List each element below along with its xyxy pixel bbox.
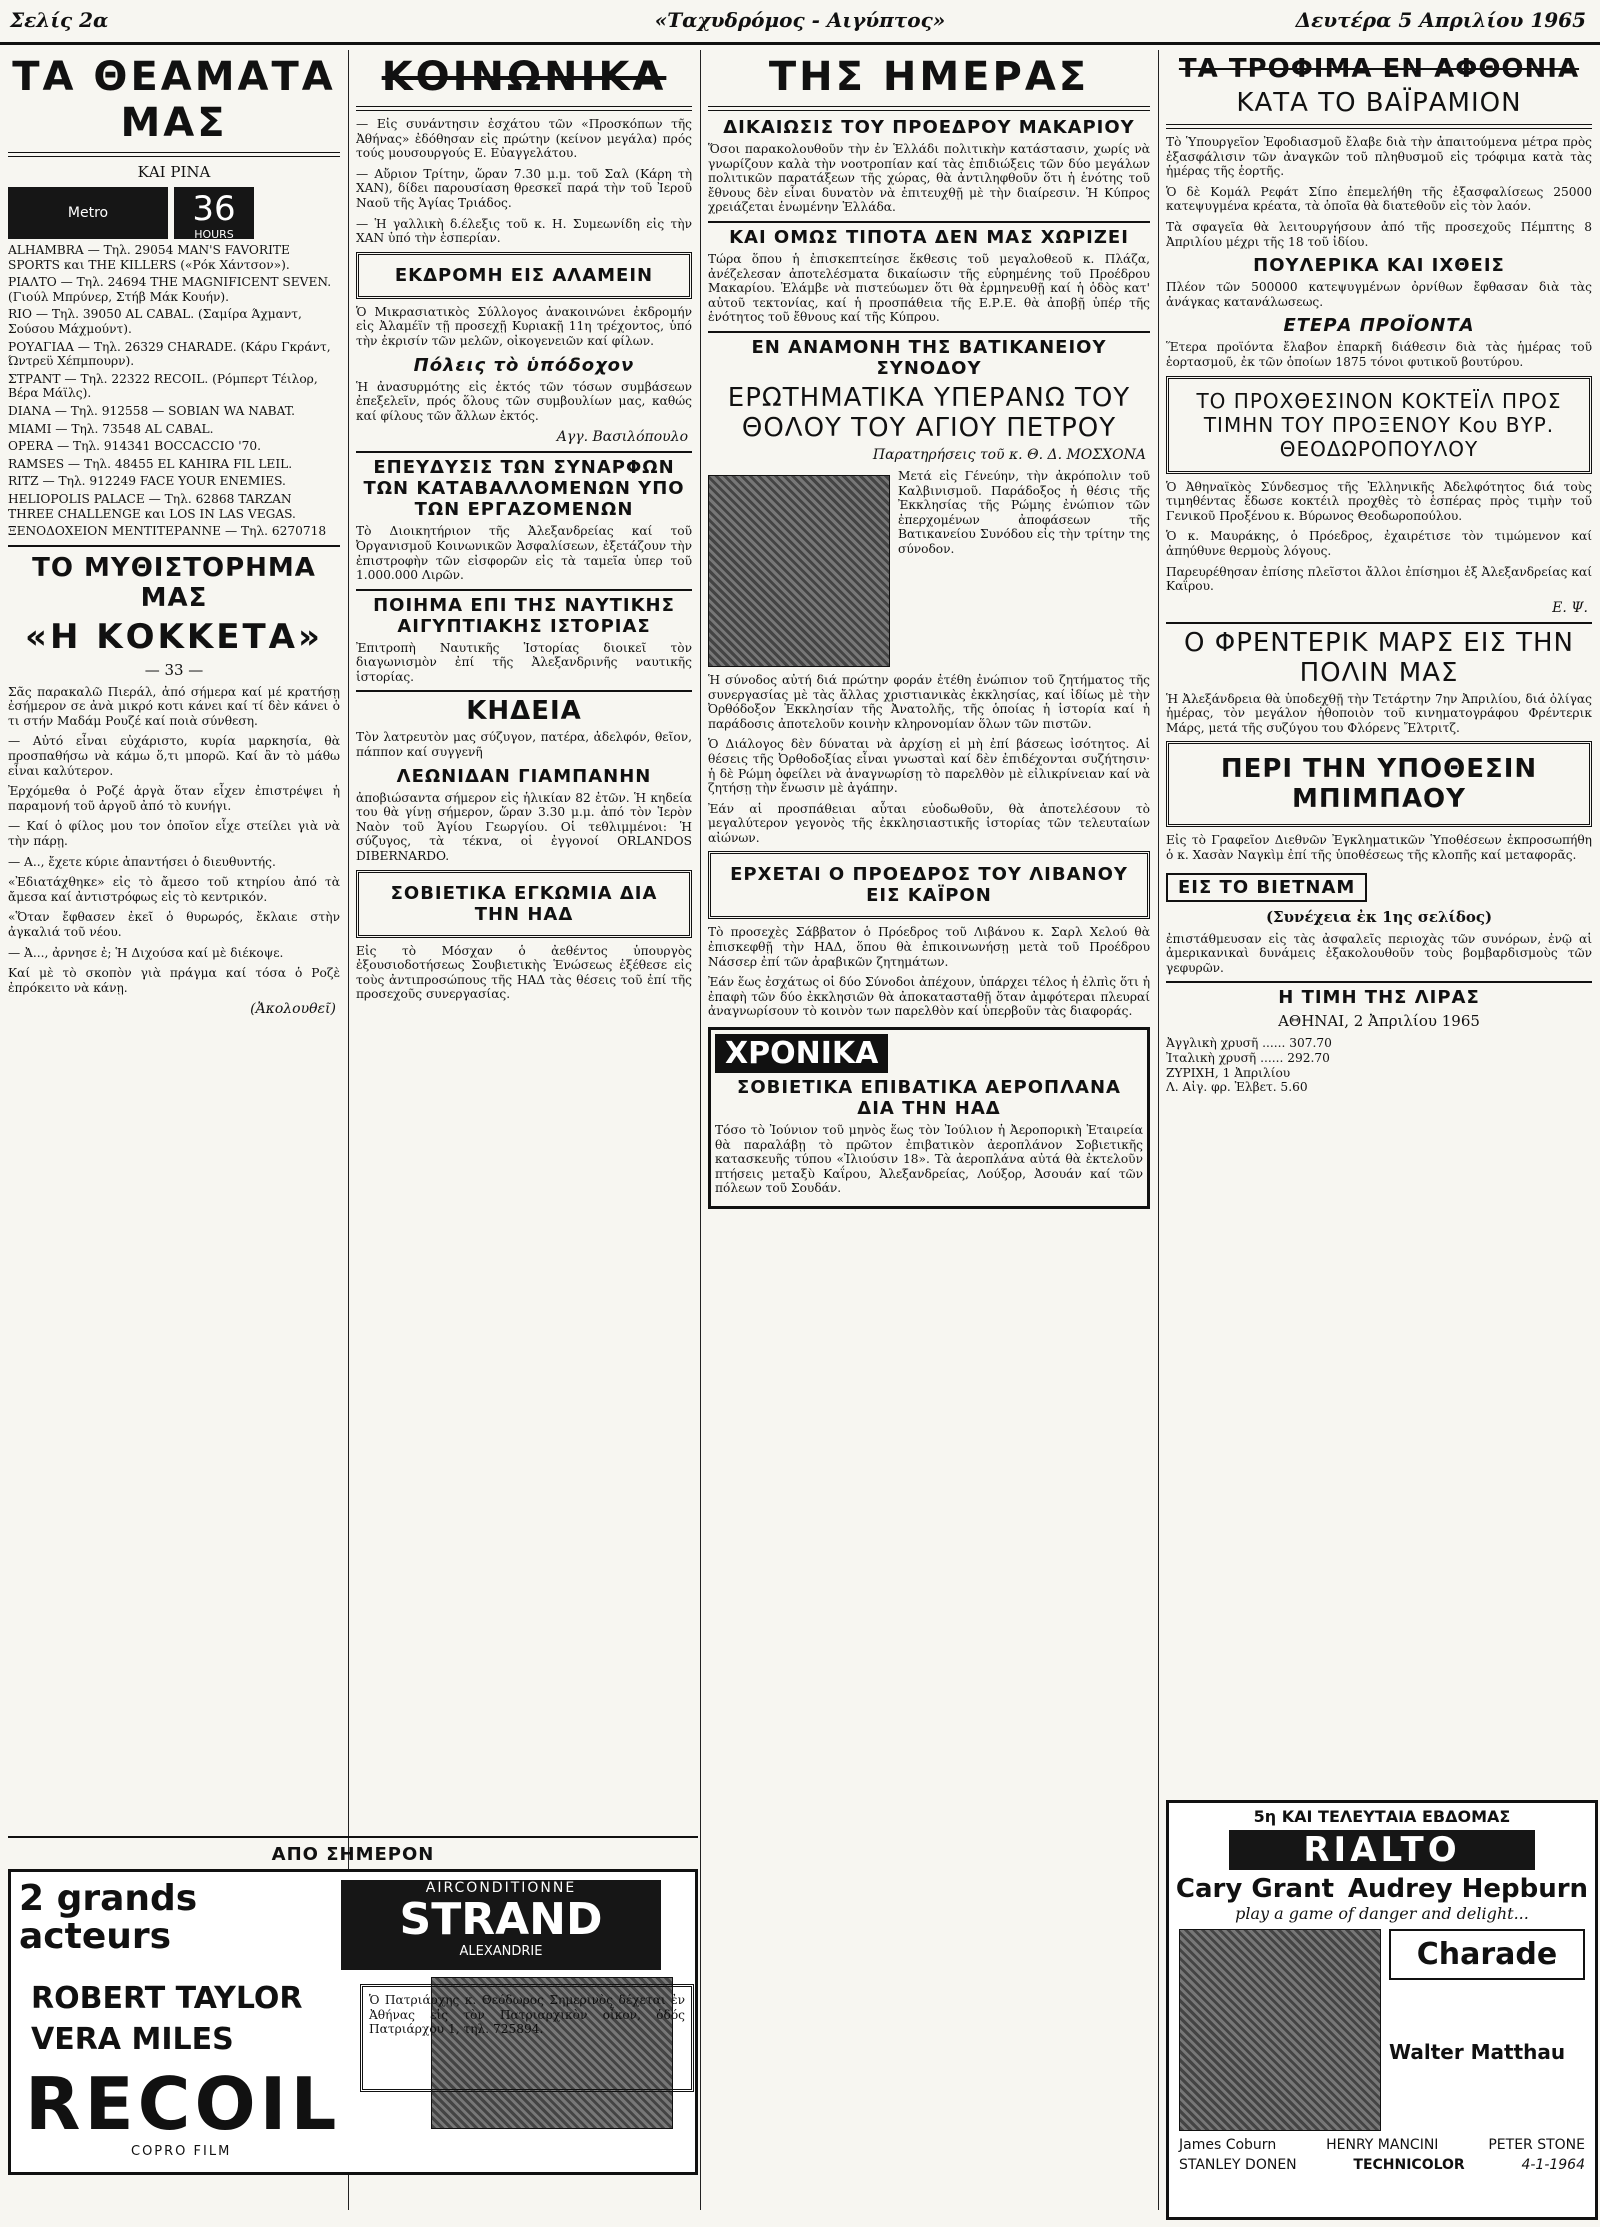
lebanon-box (708, 851, 1150, 919)
metro-ad (8, 187, 340, 239)
ad-hours: HOURS (194, 228, 234, 241)
article-body: Ὁ Διάλογος δὲν δύναται νὰ ἀρχίσῃ εἰ μὴ ἐπί βάσεως ἰσότητος. Αἱ θέσεις τῆς Ὀρθοδοξίας εἶναι γνωσταὶ καί δὲν ἐπιδέχονται συζήτησιν· ἡ δὲ Ρώμη ὀφείλει νὰ ἀναγνωρίσῃ τὸ παρελθὸν μὲ εἰλικρίνειαν καί νὰ ζητήσῃ τὴν ἕνωσιν μὲ ἀγάπην. (708, 737, 1150, 796)
ekdromi-box (356, 252, 692, 299)
section-heading-theamata: ΤΑ ΘΕΑΜΑΤΑ ΜΑΣ (12, 54, 336, 146)
ad-coburn: James Coburn (1179, 2137, 1277, 2153)
frederick-body: Ἡ Ἀλεξάνδρεια θὰ ὑποδεχθῇ τὴν Τετάρτην 7ην Ἀπριλίου, διά ὀλίγας ἡμέρας, τὸν μεγάλον ἠθοποιὸν τοῦ κινηματογράφου Φρέντερικ Μάρς, μετά τῆς συζύγου του Φλόρενς Ἔλτριτζ. (1166, 691, 1592, 735)
food-body: Ὁ δὲ Κομάλ Ρεφάτ Σίπο ἐπεμελήθη τῆς ἐξασφαλίσεως 25000 κατεψυγμένα κρέατα, τὰ ὁποῖα θὰ διατεθοῦν εἰς τὸν λαόν. (1166, 184, 1592, 214)
novel-text: — Καί ὁ φίλος μου τον ὁποῖον εἶχε στείλει γιὰ νὰ τὴν πάρῃ. (8, 819, 340, 849)
listing-item: OPERA — Τηλ. 914341 BOCCACCIO '70. (8, 439, 261, 454)
apergia-title: ΕΠΕΥΔΥΣΙΣ ΤΩΝ ΣΥΝΑΡΦΩΝ ΤΩΝ ΚΑΤΑΒΑΛΛΟΜΕΝΩΝ ΥΠΟ ΤΩΝ ΕΡΓΑΖΟΜΕΝΩΝ (356, 451, 692, 520)
cocktail-title: ΤΟ ΠΡΟΧΘΕΣΙΝΟΝ ΚΟΚΤΕΪΛ ΠΡΟΣ ΤΙΜΗΝ ΤΟΥ ΠΡΟΞΕΝΟΥ Κου ΒΥΡ. ΘΕΟΔΩΡΟΠΟΥΛΟΥ (1196, 388, 1562, 461)
article-title: ΔΙΚΑΙΩΣΙΣ ΤΟΥ ΠΡΟΕΔΡΟΥ ΜΑΚΑΡΙΟΥ (723, 117, 1135, 138)
apo-simeron: ΑΠΟ ΣΗΜΕΡΟΝ (271, 1844, 435, 1865)
vatican-block (708, 469, 1150, 673)
article-body: Ἐάν αἱ προσπάθειαι αὗται εὐοδωθοῦν, θὰ ἀποτελέσουν τὸ μεγαλύτερον γεγονὸς τῆς ἐκκλησιαστικῆς ἱστορίας τῶν τελευταίων αἰώνων. (708, 801, 1150, 845)
frederick-title: Ο ΦΡΕΝΤΕΡΙΚ ΜΑΡΣ ΕΙΣ ΤΗΝ ΠΟΛΙΝ ΜΑΣ (1166, 622, 1592, 688)
ad-actor1: ROBERT TAYLOR (31, 1981, 303, 2016)
novel-text: Καί μὲ τὸ σκοπὸν γιὰ πράγμα καί τόσα ὁ Ροζὲ ἐπρόκειτο νὰ κάνῃ. (8, 966, 340, 995)
bimbaou-body: Εἰς τὸ Γραφεῖον Διεθνῶν Ἐγκληματικῶν Ὑποθέσεων ἐκπροσωπήθη ὁ κ. Χασὰν Ναγκὶμ ἐπί τῆς ὑποθέσεως τῆς κλοπῆς καί μεταφορᾶς. (1166, 833, 1592, 863)
novel-text: — Ἀ..., ἀρνησε ἐ; Ἡ Διχούσα καί μὲ διέκοψε. (8, 945, 284, 960)
ad-mancini: HENRY MANCINI (1326, 2137, 1439, 2153)
page-number: Σελίς 2α (10, 8, 109, 32)
patriarch-box (360, 1984, 694, 2092)
vatican-photo (708, 475, 890, 667)
novel-instalment: — 33 — (144, 660, 204, 679)
lira-row: Ἀγγλικὴ χρυσῆ ...... 307.70 (1166, 1036, 1332, 1051)
column-social (356, 50, 692, 1820)
pouleria-body: Πλέον τῶν 500000 κατεψυγμένων ὀρνίθων ἔφθασαν διὰ τὰς ἀνάγκας κατανάλωσεως. (1166, 280, 1592, 309)
novel-continued: (Ἀκολουθεῖ) (250, 1001, 336, 1018)
lira-row: Λ. Αἰγ. φρ. Ἑλβετ. 5.60 (1166, 1080, 1308, 1095)
ad-studio: COPRO FILM (131, 2144, 232, 2159)
listing-item: RITZ — Τηλ. 912249 FACE YOUR ENEMIES. (8, 474, 286, 489)
ad-credits-2 (1169, 2153, 1595, 2177)
ad-star1: Cary Grant (1175, 1874, 1335, 1904)
social-item: — Αὔριον Τρίτην, ὥραν 7.30 μ.μ. τοῦ Σαλ (Κάρη τὴ ΧΑΝ), δίδει παρουσίαση θρεσκεῖ παρά τὴν τοῦ Ἰεροῦ Ναοῦ τῆς Ἁγίας Τριάδος. (356, 166, 692, 210)
bimbaou-box (1166, 741, 1592, 827)
ad-walter: Walter Matthau (1389, 2040, 1566, 2064)
kideia-body: ἀποβιώσαντα σήμερον εἰς ἡλικίαν 82 ἐτῶν. Ἡ κηδεία του θὰ γίνῃ σήμερον, ὥραν 3.30 μ.μ. ἀπό τὸν Ἱερὸν Ναὸν τοῦ Ἁγίου Γεωργίου. Οἱ τεθλιμμένοι: Ἡ σύζυγος, τὰ τέκνα, οἱ ἐγγονοί ORLANDOS DIBERNARDO. (356, 790, 692, 864)
ad-credits (1169, 2137, 1595, 2153)
novel-text: «Ὅταν ἔφθασεν ἐκεῖ ὁ θυρωρός, ἔκλαιε στὴν ἀγκαλιά τοῦ νέου. (8, 910, 340, 939)
ad-donen: STANLEY DONEN (1179, 2157, 1297, 2173)
strand-banner (341, 1880, 661, 1970)
column-rule (1158, 50, 1159, 2210)
rule (356, 106, 692, 111)
food-body: Τὰ σφαγεῖα θὰ λειτουργήσουν ἀπό τῆς προσεχοῦς Πέμπτης 8 Ἀπριλίου μέχρι τῆς 18 τοῦ ἰδίου. (1166, 219, 1592, 249)
vietnam-sub: (Συνέχεια ἐκ 1ης σελίδος) (1265, 907, 1493, 926)
charade-ad (1166, 1800, 1598, 2220)
article-body: Μετά εἰς Γένεύην, τὴν ἀκρόπολιν τοῦ Καλβινισμοῦ. Παράδοξος ἡ θέσις τῆς Ἐκκλησίας τῆς Ρώμης ἐνώπιον τῶν ἐπερχομένων ἀποφάσεων τῆς Βατικανείου Συνόδου εἰς τὴν τρίτην της σύνοδον. (898, 468, 1150, 556)
cocktail-body: Παρευρέθησαν ἐπίσης πλεῖστοι ἄλλοι ἐπίσημοι ἐξ Ἀλεξανδρείας καί Καΐρου. (1166, 564, 1592, 594)
vietnam-body: ἐπιστάθμευσαν εἰς τὰς ἀσφαλεῖς περιοχὰς τῶν συνόρων, ἐνῷ αἱ ἀμερικανικαὶ δυνάμεις ἐξακολουθοῦν τοὺς βομβαρδισμοὺς τῶν γεφυρῶν. (1166, 931, 1592, 975)
ad-stamp: 4-1-1964 (1521, 2157, 1585, 2173)
ekthesi-box (356, 870, 692, 938)
polis-title: Πόλεις τὸ ὑπόδοχον (413, 354, 635, 376)
patriarch-text: Ὁ Πατριάρχης κ. Θεόδωρος Σημερινὸς δέχεται ἐν Ἀθήνας εἰς τὸν Πατριαρχικὸν οἶκον, ὁδός Πατριάρχου 1, τηλ. 725894. (369, 1993, 685, 2037)
etera-title: ΕΤΕΡΑ ΠΡΟΪΟΝΤΑ (1283, 315, 1475, 337)
issue-date: Δευτέρα 5 Απριλίου 1965 (1295, 8, 1586, 32)
listing-hotel: ΞΕΝΟΔΟΧΕΙΟΝ ΜΕΝΤΙΤΕΡΑΝΝΕ — Τηλ. 6270718 (8, 524, 327, 539)
article-body: Ἐάν ἕως ἐσχάτως οἱ δύο Σύνοδοι ἀπέχουν, ὑπάρχει τέλος ἡ ἐλπὶς ὅτι ἡ ἐπαφὴ τῶν δύο ἐκκλησιῶν θὰ ἀποκατασταθῇ ὅταν ἀμφότεραι πλευραί ἀναγνωρίσουν τὸ κοινὸν των παρελθὸν καί ὑπερβοῦν τὰς διαφοράς. (708, 975, 1150, 1019)
metro-logo: Metro (8, 187, 168, 239)
listing-item: ΣΤΡΑΝΤ — Τηλ. 22322 RECOIL. (Ρόμπερτ Τέιλορ, Βέρα Μάϊλς). (8, 371, 318, 401)
cocktail-body: Ὁ κ. Μαυράκης, ὁ Πρόεδρος, ἐχαιρέτισε τὸν τιμώμενον καί ἀπηύθυνε θερμοὺς λόγους. (1166, 529, 1592, 558)
lira-row: Ἰταλικὴ χρυσῆ ...... 292.70 (1166, 1051, 1330, 1066)
ad-right (1389, 1929, 1585, 2131)
ad-photo (1179, 1929, 1381, 2131)
column-rule (700, 50, 701, 2210)
paper-name: «Ταχυδρόμος - Αιγύπτος» (654, 8, 946, 32)
listing-item: RAMSES — Τηλ. 48455 EL KAHIRA FIL LEIL. (8, 456, 293, 471)
kideia-name: ΛΕΩΝΙΔΑΝ ΓΙΑΜΠΑΝΗΝ (396, 765, 652, 787)
novel-text: — Αὐτό εἶναι εὐχάριστο, κυρία μαρκησία, θὰ προσπαθήσω νὰ κάμω ὅ,τι μπορῶ. Καί ἂν τὸ μάθω εἶναι καλύτερον. (8, 734, 340, 778)
article-title: ΚΑΙ ΟΜΩΣ ΤΙΠΟΤΑ ΔΕΝ ΜΑΣ ΧΩΡΙΖΕΙ (708, 221, 1150, 248)
article-body: Ὅσοι παρακολουθοῦν τὴν ἐν Ἑλλάδι πολιτικὴν κατάστασιν, χωρίς νὰ γνωρίζουν καλὰ τὴν νοοτροπίαν καί τὰς ἐπιδιώξεις τῶν δύο μεγάλων πολιτικῶν παρατάξεων τῆς χώρας, θὰ ἀντιληφθοῦν ὅτι ἡ ἑνότης τοῦ ἔθνους δὲν εἶναι δυνατὸν νὰ ἐπιτευχθῇ μὲ τὴν διαίρεσιν. Ἡ Κύπρος χρειάζεται ἑνωμένην Ἑλλάδα. (708, 142, 1150, 215)
cocktail-box (1166, 376, 1592, 474)
novel-text: — Α.., ἔχετε κύριε ἀπαντήσει ὁ διευθυντής. (8, 854, 276, 869)
listing-item: MIAMI — Τηλ. 73548 AL CABAL. (8, 421, 214, 436)
novel-name: «Η ΚΟΚΚΕΤΑ» (25, 616, 323, 657)
article-kicker: ΕΝ ΑΝΑΜΟΝΗ ΤΗΣ ΒΑΤΙΚΑΝΕΙΟΥ ΣΥΝΟΔΟΥ (708, 331, 1150, 379)
ad-aircond: AIRCONDITIONNE (425, 1880, 577, 1896)
ad-star2: Audrey Hepburn (1347, 1874, 1589, 1904)
food-body: Τὸ Ὑπουργεῖον Ἐφοδιασμοῦ ἔλαβε διὰ τὴν ἀπαιτούμενα μέτρα πρὸς ἐξασφάλισιν τῶν ἀναγκῶν τοῦ πληθυσμοῦ εἰς τρόφιμα κατὰ τὰς ἡμέρας τῆς ἑορτῆς. (1166, 135, 1592, 179)
listing-item: DIANA — Τηλ. 912558 — SOBIAN WA NABAT. (8, 403, 295, 418)
chronika-sub: ΣΟΒΙΕΤΙΚΑ ΕΠΙΒΑΤΙΚΑ ΑΕΡΟΠΛΑΝΑ ΔΙΑ ΤΗΝ ΗΑΔ (737, 1077, 1121, 1120)
ad-stone: PETER STONE (1488, 2137, 1585, 2153)
rule (708, 106, 1150, 111)
listing-item: ALHAMBRA — Τηλ. 29054 MAN'S FAVORITE SPORTS και THE KILLERS («Ρόκ Χάντσον»). (8, 243, 290, 272)
metro-36 (174, 187, 254, 239)
food-heading: ΤΑ ΤΡΟΦΙΜΑ ΕΝ ΑΦΘΟΝΙΑ (1178, 54, 1580, 84)
cinema-listings (8, 243, 340, 539)
cocktail-sign: Ε. Ψ. (1552, 599, 1588, 616)
ad-film: Charade (1389, 1929, 1585, 1980)
lebanon-title: ΕΡΧΕΤΑΙ Ο ΠΡΟΕΔΡΟΣ ΤΟΥ ΛΙΒΑΝΟΥ ΕΙΣ ΚΑΪΡΟΝ (730, 864, 1128, 907)
article-byline: Παρατηρήσεις τοῦ κ. Θ. Δ. ΜΟΣΧΟΝΑ (872, 446, 1146, 463)
poiima-body: Ἐπιτροπὴ Ναυτικῆς Ἱστορίας διοικεῖ τὸν διαγωνισμὸν ἐπί τῆς Ἀλεξανδρινῆς ναυτικῆς ἱστορίας. (356, 640, 692, 684)
rule (8, 152, 340, 157)
rule (1166, 124, 1592, 129)
social-item: — Ἡ γαλλικὴ δ.έλεξις τοῦ κ. Η. Συμεωνίδη εἰς τὴν ΧΑΝ ὑπό τὴν ἐσπερίαν. (356, 216, 692, 246)
ad-grands: 2 grands acteurs (19, 1878, 198, 1957)
lira-row: ΖΥΡΙΧΗ, 1 Ἀπριλίου (1166, 1065, 1291, 1080)
food-heading-2: ΚΑΤΑ ΤΟ ΒΑΪΡΑΜΙΟΝ (1236, 88, 1522, 118)
ad-actor2: VERA MILES (31, 2022, 234, 2057)
social-item: — Εἰς συνάντησιν ἐσχάτου τῶν «Προσκόπων τῆς Ἀθήνας» ἐδόθησαν εἰς πρώτην (κείνον μεγάλα) πρός τούς μουσουργούς Ε. Εὐαγγελάτου. (356, 117, 692, 161)
kideia-title: ΚΗΔΕΙΑ (356, 690, 692, 726)
bimbaou-title: ΠΕΡΙ ΤΗΝ ΥΠΟΘΕΣΙΝ ΜΠΙΜΠΑΟΥ (1220, 754, 1538, 815)
ad-film: RECOIL (25, 2062, 341, 2146)
lira-title: Η ΤΙΜΗ ΤΗΣ ΛΙΡΑΣ (1166, 981, 1592, 1008)
lira-date: ΑΘΗΝΑΙ, 2 Ἀπριλίου 1965 (1278, 1012, 1480, 1031)
cocktail-body: Ὁ Ἀθηναϊκὸς Σύνδεσμος τῆς Ἑλληνικῆς Ἀδελφότητος διά τοὺς τιμηθέντας ἔδωσε κοκτέιλ προχθὲς τὸ ἑσπέρας πρὸς τιμὴν τοῦ Γενικοῦ Προξένου κ. Βύρωνος Θεοδωροπούλου. (1166, 479, 1592, 523)
ad-cinema: STRAND (399, 1894, 603, 1945)
rule (8, 1836, 698, 1838)
vietnam-title: ΕΙΣ ΤΟ ΒΙΕΤΝΑΜ (1166, 873, 1367, 902)
etera-body: Ἕτερα προϊόντα ἔλαβον ἐπαρκῆ διάθεσιν διὰ τὰς ἡμέρας τοῦ ἑορτασμοῦ, ἐκ τῶν ὁποίων 1875 τόνοι φυτικοῦ βουτύρου. (1166, 340, 1592, 369)
section-sub: ΚΑΙ ΡΙΝΑ (137, 163, 211, 181)
ekdromi-body: Ὁ Μικρασιατικὸς Σύλλογος ἀνακοινώνει ἐκδρομήν εἰς Ἀλαμέϊν τῇ προσεχῇ Κυριακῇ 11η τρέχοντος, ὑπό τὴν ἐκρισίν τῶν μελῶν, οἰκογενειῶν καί φίλων. (356, 304, 692, 348)
polis-body: Ἡ ἀνασυρμότης εἰς ἐκτός τῶν τόσων συμβάσεων ἐπεξελεῖν, πρός ὅλους τῶν συμβουλίων μας, καθώς καί φίλους τῶν ἄλλων ἐκτός. (356, 379, 692, 423)
novel-text: «Ἐδιατάχθηκε» εἰς τὸ ἄμεσο τοῦ κτηρίου ἀπό τὰ ἄμεσα καί ἀντιστρόφως εἰς τὸ κεντρικόν. (8, 875, 340, 904)
chronika-body: Τόσο τὸ Ἰούνιον τοῦ μηνὸς ἕως τὸν Ἰούλιον ἡ Ἀεροπορικὴ Ἑταιρεία θὰ παραλάβῃ τὸ πρῶτον ἐπιβατικὸν ἀεροπλάνον Σοβιετικῆς κατασκευῆς τύπου «Ἰλιούσιν 18». Τὰ ἀεροπλάνα αὐτά θὰ ἐκτελοῦν πτήσεις μεταξὺ Καΐρου, Ἀλεξανδρείας, Λούξορ, Ἀσουάν καί τῶν πόλεων τοῦ Σουδάν. (715, 1123, 1143, 1196)
ad-technicolor: TECHNICOLOR (1353, 2157, 1465, 2173)
article-headline: ΕΡΩΤΗΜΑΤΙΚΑ ΥΠΕΡΑΝΩ ΤΟΥ ΘΟΛΟΥ ΤΟΥ ΑΓΙΟΥ ΠΕΤΡΟΥ (727, 382, 1131, 443)
ad-top: 5η ΚΑΙ ΤΕΛΕΥΤΑΙΑ ΕΒΔΟΜΑΣ (1253, 1807, 1511, 1826)
chronika-box (708, 1027, 1150, 1209)
masthead (0, 0, 1600, 45)
article-body: Τώρα ὅπου ἡ ἐπισκεπτείησε ἕκθεσις τοῦ μεγαλοθεοῦ κ. Πλάζα, ἀνέζελεσαν ἀποτελέσματα δικαίωσιν τῆς εὑρημένης τοῦ Προέδρου Μακαρίου. Ἐλάμβε νὰ πιστεύωμεν ὅτι θὰ ἐρμηνευθῇ καί ἡ ὁδὸς κατ' αὐτοῦ τεκτονίας, καί ἡ προσπάθεια τῆς Ε.Ρ.Ε. θὰ ἀποβῇ ὑπέρ τῆς ἑνότητος τοῦ ἔθνους καί τῆς Κύπρου. (708, 251, 1150, 325)
pouleria-title: ΠΟΥΛΕΡΙΚΑ ΚΑΙ ΙΧΘΕΙΣ (1253, 255, 1505, 277)
ad-cinema: RIALTO (1229, 1830, 1535, 1870)
kideia-intro: Τὸν λατρευτὸν μας σύζυγον, πατέρα, ἀδελφόν, θεῖον, πάππον καί συγγενῆ (356, 730, 692, 760)
byline: Αγγ. Βασιλόπουλο (556, 429, 688, 446)
listing-item: HELIOPOLIS PALACE — Τηλ. 62868 TARZAN THREE CHALLENGE και LOS IN LAS VEGAS. (8, 491, 296, 521)
ad-stars (1169, 1874, 1595, 1904)
ekdromi-title: ΕΚΔΡΟΜΗ ΕΙΣ ΑΛΑΜΕΙΝ (394, 264, 654, 286)
section-heading-koinonika: ΚΟΙΝΩΝΙΚΑ (381, 54, 667, 100)
ekthesi-body: Εἰς τὸ Μόσχαν ὁ ἀεθέντος ὑπουργὸς ἐξουσιοδοτήσεως Σουβιετικὴς Ἑνώσεως ἐξέθεσε εἰς τοὺς ἀντιπροσώπους τῆς ΗΑΔ τὰς θέσεις τοῦ ἐπί τῆς προσεχοῦς συνεργασίας. (356, 943, 692, 1002)
ad-body (1169, 1923, 1595, 2137)
chronika-title: ΧΡΟΝΙΚΑ (715, 1034, 888, 1073)
ad-36: 36 (192, 189, 236, 229)
article-body: Ἡ σύνοδος αὐτή διά πρώτην φοράν ἐτέθη ἐνώπιον τοῦ ζητήματος τῆς συνεργασίας μὲ τὰς ἄλλας χριστιανικὰς ἐκκλησίας, καί ἰδίως μὲ τὴν Ὀρθόδοξον Ἐκκλησίαν τῆς Ἀνατολῆς, τῆς ὁποίας ἡ ἱστορία καί ἡ παράδοσις ἀποτελοῦν κοινὴν κληρονομίαν ὅλων τῶν πιστῶν. (708, 672, 1150, 731)
listing-item: RIO — Τηλ. 39050 AL CABAL. (Σαμίρα Άχμαντ, Σούσου Μάχμούντ). (8, 307, 302, 336)
section-heading-imeras: ΤΗΣ ΗΜΕΡΑΣ (768, 54, 1090, 100)
ad-tagline: play a game of danger and delight... (1235, 1904, 1529, 1923)
poiima-title: ΠΟΙΗΜΑ ΕΠΙ ΤΗΣ ΝΑΥΤΙΚΗΣ ΑΙΓΥΠΤΙΑΚΗΣ ΙΣΤΟΡΙΑΣ (356, 589, 692, 637)
novel-text: Σᾶς παρακαλῶ Πιεράλ, ἀπό σήμερα καί μέ κρατήσῃ ἐσήμερον σε ἀνὰ μικρό κοτι κάνει καί τί δὲν κάνει ὁ τι στήν Μαδάμ Ρουζέ καί ποιὰ σύνθεση. (8, 684, 340, 728)
listing-item: ΡΟΥΑΓΙΑΑ — Τηλ. 26329 CHARADE. (Κάρυ Γκράντ, Ώντρεϋ Χέπμπουρν). (8, 339, 331, 369)
apergia-body: Τὸ Διοικητήριον τῆς Ἀλεξανδρείας καί τοῦ Ὀργανισμοῦ Κοινωνικῶν Ἀσφαλίσεων, ἐξετάζουν τὴν ἐπιστροφὴν τῶν εἰσφορῶν εἰς τὰ ταμεῖα ὑπερ τοῦ 1.000.000 Λιρῶν. (356, 524, 692, 583)
article-body: Τὸ προσεχὲς Σάββατον ὁ Πρόεδρος τοῦ Λιβάνου κ. Σαρλ Χελού θὰ ἐπισκεφθῇ τὴν ΗΑΔ, ὅπου θὰ ἐπικοινωνήσῃ μετὰ τοῦ Προέδρου Νάσσερ ἐπί τῶν ἀραβικῶν ζητημάτων. (708, 925, 1150, 969)
ekthesi-title: ΣΟΒΙΕΤΙΚΑ ΕΓΚΩΜΙΑ ΔΙΑ ΤΗΝ ΗΑΔ (390, 882, 658, 925)
column-today (708, 50, 1150, 2220)
novel-section-title: ΤΟ ΜΥΘΙΣΤΟΡΗΜΑ ΜΑΣ (32, 552, 316, 613)
rule (8, 545, 340, 547)
ad-city: ALEXANDRIE (459, 1944, 543, 1959)
novel-text: Ἐρχόμεθα ὁ Ροζέ ἀργὰ ὅταν εἶχεν ἐπιστρέψει ἡ παραμονή τοῦ ἀργοῦ ἀπό τὸ κυνήγι. (8, 784, 340, 813)
listing-item: ΡΙΑΛΤΟ — Τηλ. 24694 THE MAGNIFICENT SEVEN. (Γιούλ Μπρύνερ, Στήβ Μάκ Κουήν). (8, 275, 332, 304)
